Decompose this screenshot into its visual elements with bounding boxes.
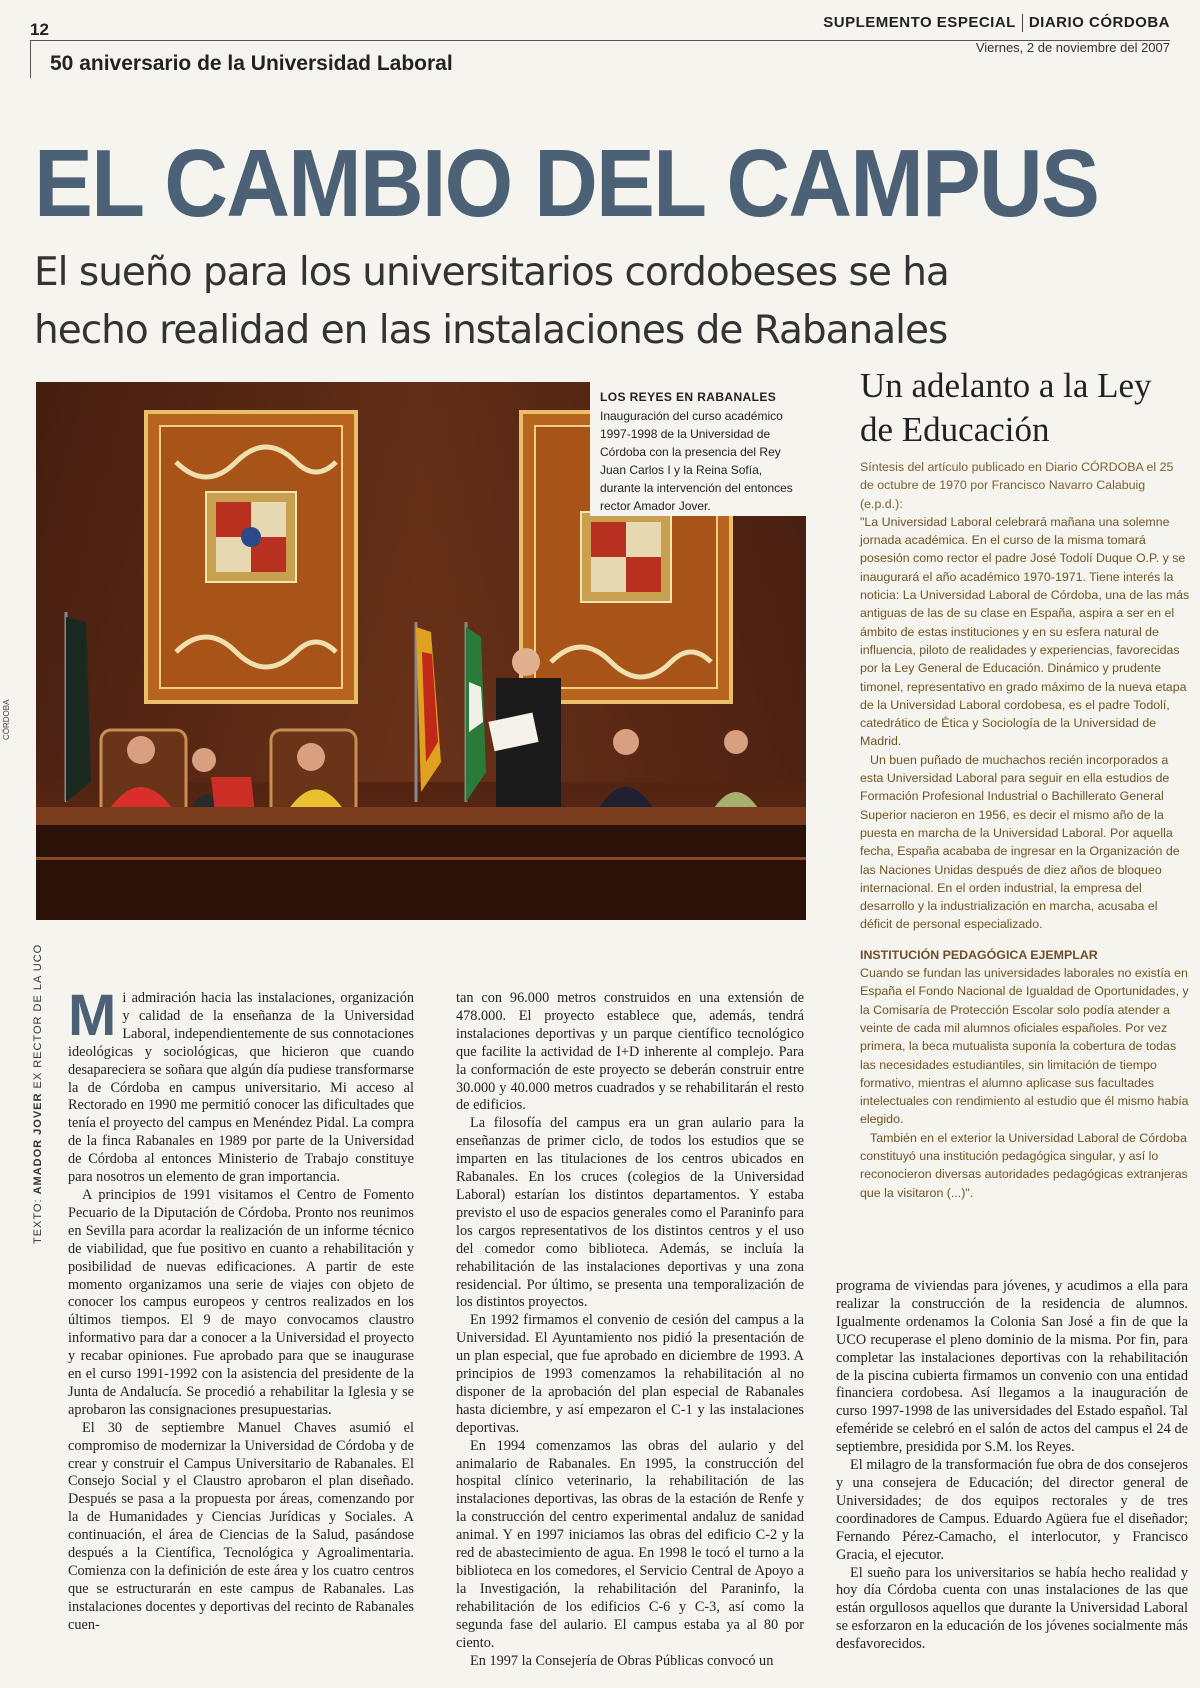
sidebar-paragraph: Un buen puñado de muchachos recién incorporados a esta Universidad Laboral para seguir en ella estudios de Formación Profesional Industrial o Bachillerato General Superior nacieron en 1956, es decir el mismo año de la puesta en marcha de la Universidad Laboral. Por aquella fecha, España acababa de ingresar en la Organización de las Naciones Unidas después de diez años de bloqueo internacional. En el orden industrial, la empresa del desarrollo y la industrialización en marcha, acusaba el déficit de personal especializado. <box>860 752 1180 932</box>
article-paragraph: En 1997 la Consejería de Obras Públicas convocó un <box>470 1652 774 1669</box>
header-separator <box>1022 14 1023 32</box>
article-column-2 <box>456 990 804 1670</box>
sidebar-paragraph: Cuando se fundan las universidades laborales no existía en España el Fondo Nacional de Igualdad de Oportunidades, y la Comisaría de Protección Escolar solo podía atender a veinte de cada mil alumnos oficiales españoles. Por vez primera, la beca mutualista suponía la cobertura de todas las necesidades estudiantiles, sin limitación de tiempo formativo, mientras el alumno aplicase sus facultades intelectuales con rendimiento al estudio que él mismo había elegido. <box>860 966 1189 1127</box>
subheadline: El sueño para los universitarios cordobeses se ha hecho realidad en las instalaciones de Rabanales <box>34 250 949 353</box>
table-top <box>36 807 806 825</box>
sidebar-lead: Síntesis del artículo publicado en Diario CÓRDOBA el 25 de octubre de 1970 por Francisco Navarro Calabuig (e.p.d.): <box>860 460 1174 511</box>
caption-text: Inauguración del curso académico 1997-1998 de la Universidad de Córdoba con la presencia del Rey Juan Carlos I y la Reina Sofía, durante la intervención del entonces rector Amador Jover. <box>600 409 793 513</box>
drop-cap: M <box>68 983 117 1048</box>
issue-date: Viernes, 2 de noviembre del 2007 <box>975 40 1170 55</box>
table-front <box>36 825 806 920</box>
author-name: AMADOR JOVER <box>32 1092 44 1195</box>
supplement-label: SUPLEMENTO ESPECIAL <box>823 14 1016 31</box>
article-paragraph: tan con 96.000 metros construidos en una extensión de 478.000. El proyecto establece que, además, tendrá instalaciones deportivas y un parque científico tecnológico que facilite la actividad de I+D inherente al complejo. Para la conformación de este proyecto se deberán construir entre 30.000 y 40.000 metros cuadrados y se rehabilitarán el resto de edificios. <box>456 990 804 1114</box>
article-paragraph: La filosofía del campus era un gran aulario para la enseñanzas de primer ciclo, de todos los estudios que se imparten en las titulaciones de los centros ubicados en Rabanales. En los cruces (colegios de la Universidad Laboral) estarían los distintos departamentos. Y estaba previsto el uso de espacios generales como el Paraninfo para los cargos representativos de los distintos centros y el uso del comedor como biblioteca. Además, se incluía la rehabilitación de las instalaciones deportivas y una zona residencial. Por último, se presenta una temporalización de los distintos proyectos. <box>456 1115 804 1311</box>
section-title: 50 aniversario de la Universidad Laboral <box>50 52 453 75</box>
article-paragraph: El milagro de la transformación fue obra de dos consejeros y una consejera de Educación; del director general de Universidades; de dos equipos rectorales y de tres coordinadores de Campus. Eduardo Agüera fue el diseñador; Fernando Pérez-Camacho, el interlocutor, y Francisco Gracia, el ejecutor. <box>836 1457 1188 1563</box>
header-vertical-rule <box>30 40 31 78</box>
sidebar-subhead: INSTITUCIÓN PEDAGÓGICA EJEMPLAR <box>860 947 1098 962</box>
article-column-1 <box>68 983 414 1635</box>
article-paragraph: programa de viviendas para jóvenes, y acudimos a ella para realizar la construcción de la residencia de alumnos. Igualmente ordenamos la Colonia San José a fin de que la UCO recuperase el pleno dominio de la misma. Por fin, para completar las instalaciones deportivas con la rehabilitación de la piscina cubierta firmamos un convenio con una entidad financiera cordobesa. Así llegamos a la inauguración de curso 1997-1998 de las universidades del Estado español. Tal efeméride se celebró en el salón de actos del campus el 24 de septiembre, presidida por S.M. los Reyes. <box>836 1278 1188 1456</box>
author-role: EX RECTOR DE LA UCO <box>32 943 44 1089</box>
headline: EL CAMBIO DEL CAMPUS <box>34 130 1099 237</box>
article-column-3 <box>836 1278 1188 1654</box>
left-tapestry <box>146 412 356 702</box>
author-prefix: TEXTO: <box>32 1198 44 1244</box>
article-paragraph: El 30 de septiembre Manuel Chaves asumió el compromiso de modernizar la Universidad de Córdoba y de crear y construir el Campus Universitario de Rabanales. El Consejo Social y el Claustro aprobaron el plan diseñado. Después se pasa a la propuesta por áreas, comenzando por la de Humanidades y Ciencias Jurídicas y Sociales. A continuación, el área de Ciencias de la Salud, pasándose después a la Científica, Tecnológica y Agroalimentaria. Comienza con la definición de este área y los cuatro centros que se estructurarán en este campus de Rabanales. Las instalaciones docentes y deportivas del recinto de Rabanales cuen- <box>68 1419 414 1633</box>
article-paragraph: El sueño para los universitarios se había hecho realidad y hoy día Córdoba cuenta con unas instalaciones de las que están orgullosos aquellos que durante la Universidad Laboral se esforzaron en la educación de los jóvenes socialmente más desfavorecidos. <box>836 1564 1188 1653</box>
sidebar-paragraph: "La Universidad Laboral celebrará mañana una solemne jornada académica. En el curso de la misma tomará posesión como rector el padre José Todolí Duque O.P. y se inaugurará el año académico 1970-1971. Tiene interés la noticia: La Universidad Laboral de Córdoba, una de las más antiguas de las de su clase en España, aspira a ser en el ámbito de estas instituciones y en su esfera natural de influencia, piloto de realidades y experiencias, favorecidas por la Ley General de Educación. Dinámico y prudente timonel, representativo en grado máximo de la nueva etapa de la Universidad Laboral cordobesa, es el padre Todolí, catedrático de Ética y Sociología de la Universidad de Madrid. <box>860 514 1190 749</box>
sidebar-paragraph: También en el exterior la Universidad Laboral de Córdoba constituyó una institución pedagógica singular, y así lo reconocieron diversas autoridades pedagógicas extranjeras que la visitaron (...)". <box>860 1130 1188 1200</box>
article-paragraph <box>68 983 414 1187</box>
author-byline <box>32 944 44 1244</box>
sidebar-title: Un adelanto a la Ley de Educación <box>860 366 1152 449</box>
photo-credit: CÓRDOBA <box>2 699 11 740</box>
supplement-header <box>823 14 1170 32</box>
sidebar-body <box>860 458 1190 1202</box>
first-paragraph-text: i admiración hacia las instalaciones, organización y calidad de la enseñanza de la Universidad Laboral, independientemente de sus connotaciones ideológicas y sociológicas, que hicieron que cuando desapareciera se soñara que algún día pudiese transformarse la de Córdoba en campus universitario. Mi acceso al Rectorado en 1990 me permitió conocer las dificultades que tenía el proyecto del campus en Menéndez Pidal. La compra de la finca Rabanales en 1989 por parte de la Universidad de Córdoba al entonces Ministerio de Trabajo constituye para nosotros un elemento de gran importancia. <box>68 990 414 1186</box>
article-paragraph: En 1994 comenzamos las obras del aulario y del animalario de Rabanales. En 1995, la construcción del hospital clínico veterinario, la rehabilitación de las instalaciones deportivas, las obras de la estación de Renfe y la construcción del centro experimental andaluz de sanidad animal. Y en 1997 iniciamos las obras del edificio C-2 y la red de abastecimiento de agua. En 1998 le tocó el turno a la biblioteca en los comedores, el Servicio Central de Apoyo a la Investigación, la rehabilitación del Paraninfo, la rehabilitación de los edificios C-6 y C-3, así como la segunda fase del aulario. El campus estaba ya al 80 por ciento. <box>456 1437 804 1651</box>
article-paragraph: A principios de 1991 visitamos el Centro de Fomento Pecuario de la Diputación de Córdoba. Pronto nos reunimos en Sevilla para acordar la realización de un informe técnico de viabilidad, que fue positivo en cuanto a rehabilitación y posibilidad de nuevas edificaciones. A partir de este momento organizamos una serie de viajes con objeto de conocer los campus europeos y centros realizados en los últimos tiempos. El 9 de mayo convocamos claustro informativo para dar a conocer a la Universidad el proyecto y recabar opiniones. Fue aprobado para que se inaugurase en el curso 1991-1992 con la asistencia del presidente de la Junta de Andalucía. Se procedió a rehabilitar la Iglesia y se aprobaron las consignaciones presupuestarias. <box>68 1186 414 1418</box>
caption-title: LOS REYES EN RABANALES <box>600 390 777 404</box>
page-number: 12 <box>30 20 49 39</box>
photo-caption <box>590 382 806 516</box>
article-paragraph: En 1992 firmamos el convenio de cesión del campus a la Universidad. El Ayuntamiento nos pidió la presentación de un plan especial, que fue aprobado en diciembre de 1993. A principios de 1993 comenzamos la rehabilitación al no disponer de la aprobación del plan especial de Rabanales hasta diciembre, y así empezaron el C-1 y las instalaciones deportivas. <box>456 1312 804 1436</box>
newspaper-name: DIARIO CÓRDOBA <box>1028 14 1170 31</box>
